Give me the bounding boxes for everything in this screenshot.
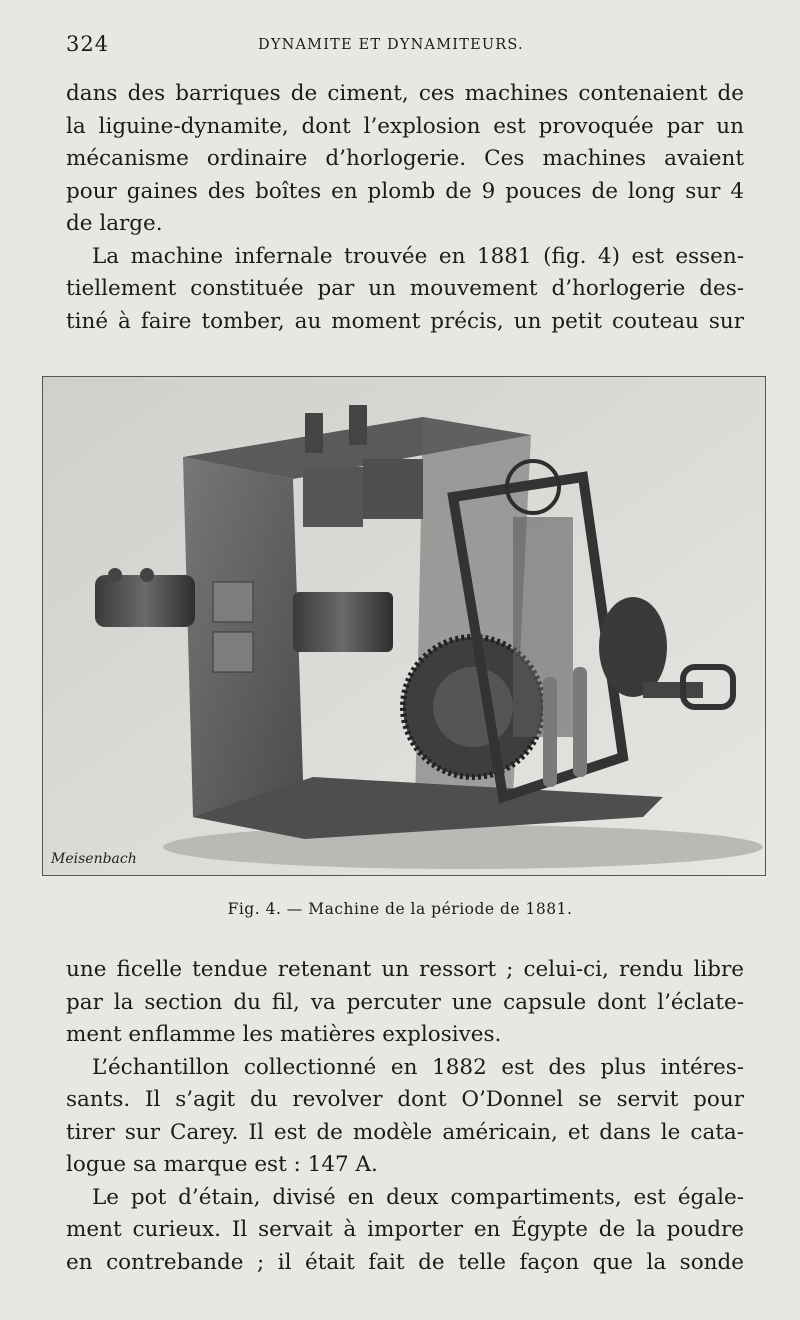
engraver-signature: Meisenbach: [51, 851, 137, 867]
text-line: pour gaines des boîtes en plomb de 9 pouces de long sur 4: [66, 178, 744, 204]
text-line: mécanisme ordinaire d’horlogerie. Ces machines avaient: [66, 146, 744, 171]
page-number: 324: [66, 32, 110, 56]
text-line: tiellement constituée par un mouvement d’horlogerie des-: [66, 276, 744, 301]
paragraph: [66, 1052, 744, 1182]
figure-photo: [42, 376, 766, 876]
text-line: ment enflamme les matières explosives.: [66, 1022, 502, 1047]
figure-caption: Fig. 4. — Machine de la période de 1881.: [227, 900, 573, 918]
text-line: la liguine-dynamite, dont l’explosion est provoquée par un: [66, 113, 744, 139]
text-block-top: [66, 78, 744, 338]
paragraph: [66, 954, 744, 1052]
text-line: de large.: [66, 211, 163, 236]
text-line: ment curieux. Il servait à importer en Égypte de la poudre: [66, 1217, 744, 1242]
text-line: sants. Il s’agit du revolver dont O’Donnel se servit pour: [66, 1087, 744, 1112]
text-line: L’échantillon collectionné en 1882 est des plus intéres-: [92, 1054, 744, 1080]
paragraph: [66, 241, 744, 339]
text-line: dans des barriques de ciment, ces machines contenaient de: [66, 81, 744, 106]
text-line: une ficelle tendue retenant un ressort ; celui-ci, rendu libre: [66, 957, 744, 982]
text-line: en contrebande ; il était fait de telle façon que la sonde: [66, 1249, 744, 1275]
text-line: tiné à faire tomber, au moment précis, un petit couteau sur: [66, 308, 744, 334]
text-block-bottom: [66, 954, 744, 1279]
machine-illustration: [43, 377, 765, 875]
running-title: DYNAMITE ET DYNAMITEURS.: [258, 37, 524, 53]
text-line: par la section du fil, va percuter une capsule dont l’éclate-: [66, 989, 744, 1015]
text-line: Le pot d’étain, divisé en deux compartiments, est égale-: [92, 1184, 744, 1210]
page-header: [66, 32, 746, 62]
text-line: tirer sur Carey. Il est de modèle américain, et dans le cata-: [66, 1119, 744, 1145]
paragraph: [66, 1182, 744, 1280]
text-line: logue sa marque est : 147 A.: [66, 1152, 378, 1177]
paragraph: [66, 78, 744, 241]
text-line: La machine infernale trouvée en 1881 (fig. 4) est essen-: [92, 243, 744, 269]
